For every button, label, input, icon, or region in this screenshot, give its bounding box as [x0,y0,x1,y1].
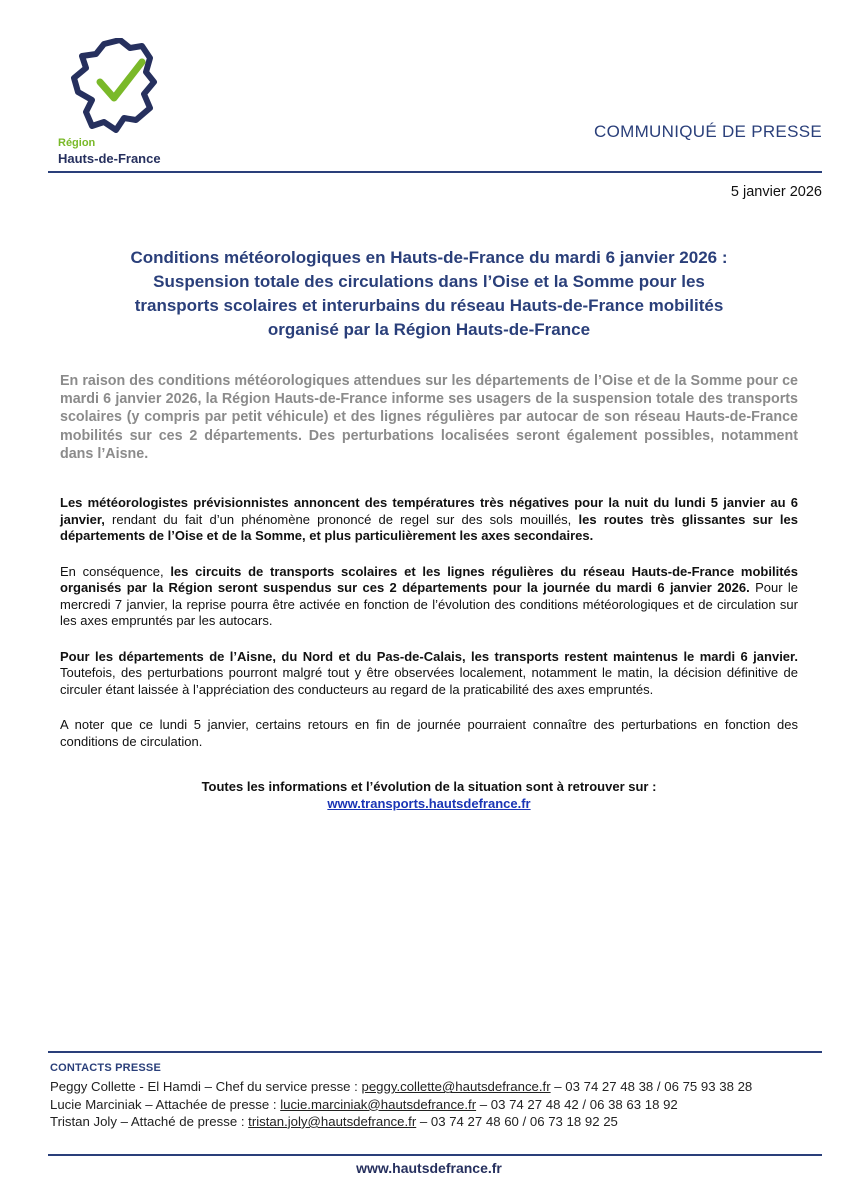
document-date: 5 janvier 2026 [730,184,822,200]
paragraph-other-departments: Pour les départements de l’Aisne, du Nord et du Pas-de-Calais, les transports restent maintenus le mardi 6 janvier. Toutefois, des perturbations pourront malgré tout y être observées localement, notamment le matin, la décision définitive de circuler étant laissée à l’appréciation des conducteurs au regard de la praticabilité des axes empruntés. [60,648,798,697]
contact-email-link[interactable]: tristan.joly@hautsdefrance.fr [248,1113,417,1129]
footer-website-link[interactable]: www.hautsdefrance.fr [356,1160,502,1176]
title-line: Conditions météorologiques en Hauts-de-France du mardi 6 janvier 2026 : [130,248,728,267]
transports-link[interactable]: www.transports.hautsdefrance.fr [327,796,531,811]
title-line: transports scolaires et interurbains du réseau Hauts-de-France mobilités [134,296,724,315]
contact-row: Lucie Marciniak – Attachée de presse : lucie.marciniak@hautsdefrance.fr – 03 74 27 48 42 / 06 38 63 18 92 [50,1096,678,1112]
more-info-text: Toutes les informations et l’évolution de la situation sont à retrouver sur : [201,779,657,794]
region-logo [58,38,188,168]
contact-row: Peggy Collette - El Hamdi – Chef du service presse : peggy.collette@hautsdefrance.fr – 03 74 27 48 38 / 06 75 93 38 28 [50,1079,753,1095]
title-line: organisé par la Région Hauts-de-France [267,320,591,339]
press-release-title [60,246,798,342]
more-info [60,778,798,812]
paragraph-note: A noter que ce lundi 5 janvier, certains retours en fin de journée pourraient connaître des perturbations en fonction des conditions de circulation. [60,717,798,749]
logo-region-label: Région [58,137,96,149]
header-divider [48,171,822,173]
hauts-de-france-map-icon [70,38,162,133]
contacts-divider-top [48,1051,822,1053]
paragraph-suspension: En conséquence, les circuits de transports scolaires et les lignes régulières du réseau Hauts-de-France mobilités organisés par la Région seront suspendus sur ces 2 départements pour la journée du mardi 6 janvier 2026. Pour le mercredi 7 janvier, la reprise pourra être activée en fonction de l’évolution des conditions météorologiques et de circulation sur les axes empruntés par les autocars. [60,563,798,628]
press-contacts [50,1060,828,1130]
contacts-divider-bottom [48,1154,822,1156]
lead-paragraph: En raison des conditions météorologiques attendues sur les départements de l’Oise et de la Somme pour ce mardi 6 janvier 2026, la Région Hauts-de-France informe ses usagers de la suspension totale des transports scolaires (y compris par petit véhicule) et des lignes régulières par autocar de son réseau Hauts-de-France mobilités sur ces 2 départements. Des perturbations localisées seront également possibles, notamment dans l’Aisne. [60,373,798,462]
contact-email-link[interactable]: peggy.collette@hautsdefrance.fr [361,1079,551,1095]
contact-row: Tristan Joly – Attaché de presse : tristan.joly@hautsdefrance.fr – 03 74 27 48 60 / 06 73 18 92 25 [50,1113,618,1129]
body-text [60,495,798,769]
logo-region-name: Hauts-de-France [58,151,161,166]
contacts-heading: CONTACTS PRESSE [50,1062,161,1074]
paragraph-forecast: Les météorologistes prévisionnistes annoncent des températures très négatives pour la nuit du lundi 5 janvier au 6 janvier, rendant du fait d’un phénomène prononcé de regel sur des sols mouillés, les routes très glissantes sur les départements de l’Oise et de la Somme, et plus particulièrement les axes secondaires. [60,495,798,543]
contact-email-link[interactable]: lucie.marciniak@hautsdefrance.fr [280,1096,477,1112]
document-type: COMMUNIQUÉ DE PRESSE [594,122,822,141]
title-line: Suspension totale des circulations dans l’Oise et la Somme pour les [153,272,705,291]
